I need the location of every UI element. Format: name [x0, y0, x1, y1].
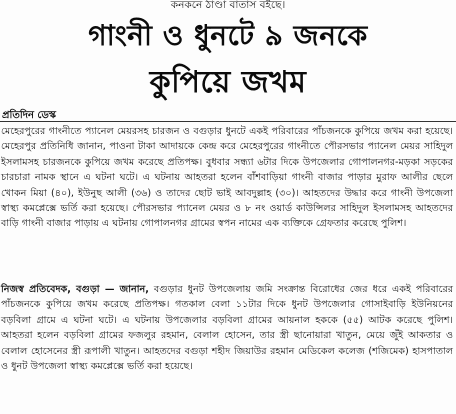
byline-divider [0, 121, 456, 122]
previous-article-fragment: কনকনে ঠাণ্ডা বাতাস বইছে। [170, 0, 286, 11]
paragraph-2-body: বগুড়ার ধুনট উপজেলায় জমি সংক্রান্ত বিরোধের জের ধরে একই পরিবারের পাঁচজনকে কুপিয়ে জখম করেছে প্রতিপক্ষ। গতকাল বেলা ১১টার দিকে ধুনট উপজেলার গোসাইবাড়ি ইউনিয়নের বড়বিলা গ্রামে এ ঘটনা ঘটে। এ ঘটনায় উপজেলার বড়বিলা গ্রামের আয়নাল হককে (৫৫) আটক করেছে পুলিশ। আহতরা হলেন বড়বিলা গ্রামের ফজলুর রহমান, বেলাল হোসেন, তার স্ত্রী ছানোয়ারা খাতুন, মেয়ে জুঁই আকতার ও বেলাল হোসেনের স্ত্রী রূপালী খাতুন। আহতদের বগুড়া শহীদ জিয়াউর রহমান মেডিকেল কলেজ (শজিমেক) হাসপাতাল ও ধুনট উপজেলা স্বাস্থ্য কমপ্লেক্সে ভর্তি করা হয়েছে। [1, 284, 453, 373]
article-paragraph-2 [1, 282, 453, 374]
headline-line-2: কুপিয়ে জখম [149, 65, 307, 100]
headline-line-1: গাংনী ও ধুনটে ৯ জনকে [88, 19, 368, 52]
byline-desk: প্রতিদিন ডেস্ক [2, 110, 57, 121]
paragraph-2-lead: নিজস্ব প্রতিবেদক, বগুড়া — জানান, [1, 284, 149, 295]
article-paragraph-1: মেহেরপুরের গাংনীতে প্যানেল মেয়রসহ চারজন ও বগুড়ার ধুনটে একই পরিবারের পাঁচজনকে কুপিয়ে জখম করা হয়েছে। মেহেরপুর প্রতিনিধি জানান, পাওনা টাকা আদায়কে কেন্দ্র করে মেহেরপুরের গাংনীতে পৌরসভার প্যানেল মেয়র সাহিদুল ইসলামসহ চারজনকে কুপিয়ে জখম করেছে প্রতিপক্ষ। বুধবার সন্ধ্যা ৬টার দিকে উপজেলার গোপালনগর-মড়কা সড়কের চারচারা নামক স্থানে এ ঘটনা ঘটে। এ ঘটনায় আহতরা হলেন বাঁশবাড়িয়া গাংনী বাজার পাড়ার মুরাফ আলীর ছেলে খোকন মিয়া (৪০), ইউনুছ আলী (৩৬) ও তাদের ছোট ভাই আবদুল্লাহ (৩০)। আহতদের উদ্ধার করে গাংনী উপজেলা স্বাস্থ্য কমপ্লেক্সে ভর্তি করা হয়েছে। পৌরসভার প্যানেল মেয়র ও ৮ নং ওয়ার্ড কাউন্সিলর সাহিদুল ইসলামসহ আহতদের বাড়ি গাংনী বাজার পাড়ায় এ ঘটনায় গোপালনগর গ্রামের স্বপন নামের এক ব্যক্তিকে গ্রেফতার করেছে পুলিশ। [1, 126, 453, 230]
